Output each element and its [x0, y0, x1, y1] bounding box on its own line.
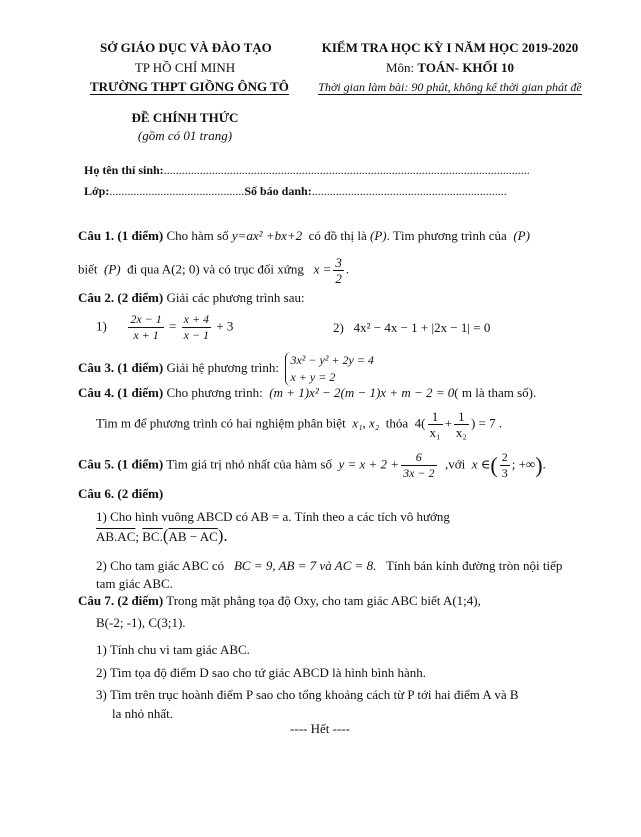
question-2-equation-2: 2) 4x² − 4x − 1 + |2x − 1| = 0 [333, 320, 491, 335]
subject-line: Môn: TOÁN- KHỐI 10 [386, 60, 514, 75]
question-6-part-1: 1) Cho hình vuông ABCD có AB = a. Tính theo a các tích vô hướng [96, 509, 450, 524]
question-1-line-2: biết (P) đi qua A(2; 0) và có trục đối xứng x = $\frac{3}{2}$ . [78, 255, 350, 286]
question-6-part-2-cont: tam giác ABC. [96, 576, 173, 591]
school-name: TRƯỜNG THPT GIỒNG ÔNG TÔ [90, 79, 289, 94]
question-7-item-3: 3) Tìm trên trục hoành điểm P sao cho tổng khoảng cách từ P tới hai điểm A và B [96, 687, 519, 702]
city-name: TP HỒ CHÍ MINH [134, 60, 236, 75]
question-4-line-2: Tìm m để phương trình có hai nghiệm phân biệt x₁, x₂ thỏa 4( $\frac{1}{\text{x₁}}$ + $\frac{1}{\text{x₂}}$ ) = 7 . [96, 409, 503, 440]
question-6-part-2: 2) Cho tam giác ABC có BC = 9, AB = 7 và AC = 8. Tính bán kính đường tròn nội tiếp [96, 558, 563, 573]
end-marker: ---- Hết ---- [290, 721, 350, 736]
question-7-item-2: 2) Tìm tọa độ điểm D sao cho tứ giác ABCD là hình bình hành. [96, 665, 426, 680]
question-7-line-1: Câu 7. (2 điểm) Trong mặt phẳng tọa độ Oxy, cho tam giác ABC biết A(1;4), [78, 593, 481, 608]
department-name: SỞ GIÁO DỤC VÀ ĐÀO TẠO [100, 40, 272, 55]
question-7-line-2: B(-2; -1), C(3;1). [96, 615, 186, 630]
question-6-vectors: AB.AC; BC.(AB − AC). [96, 526, 228, 545]
question-6-heading: Câu 6. (2 điểm) [78, 486, 164, 501]
exam-title: KIỂM TRA HỌC KỲ I NĂM HỌC 2019-2020 [321, 40, 579, 55]
question-3: Câu 3. (1 điểm) Giải hệ phương trình: 3x² − y² + 2y = 4 x + y = 2 [78, 353, 374, 384]
system-of-equations: 3x² − y² + 2y = 4 x + y = 2 [285, 352, 373, 386]
pages-note: (gồm có 01 trang) [137, 128, 233, 143]
question-1-line-1: Câu 1. (1 điểm) Cho hàm số y=ax² +bx+2 có đồ thị là (P). Tìm phương trình của (P) [78, 228, 530, 243]
time-limit: Thời gian làm bài: 90 phút, không kể thời gian phát đề [318, 80, 582, 94]
official-label: ĐỀ CHÍNH THỨC [131, 110, 239, 125]
question-5: Câu 5. (1 điểm) Tìm giá trị nhỏ nhất của hàm số y = x + 2 + $\frac{6}{3x - 2}$ ,với x ∈( $\frac{2}{3}$ ; +∞). [78, 450, 546, 480]
question-7-item-1: 1) Tính chu vi tam giác ABC. [96, 642, 250, 657]
question-2-equation-1: 1) $\frac{2x - 1}{x + 1}$ = $\frac{x + 4}{x - 1}$ + 3 [96, 312, 234, 342]
question-4-line-1: Câu 4. (1 điểm) Cho phương trình: (m + 1)x² − 2(m − 1)x + m − 2 = 0( m là tham số). [78, 385, 537, 400]
question-2-heading: Câu 2. (2 điểm) Giải các phương trình sau: [78, 290, 305, 305]
class-id-line: Lớp:.............................................Số báo danh:................................................................. [84, 184, 507, 198]
question-7-item-3-cont: la nhỏ nhất. [112, 706, 174, 721]
fraction-3-over-2: $\frac{3}{2}$ [335, 255, 342, 286]
student-name-line: Họ tên thí sinh:.......................................................................................................................... [84, 163, 530, 177]
